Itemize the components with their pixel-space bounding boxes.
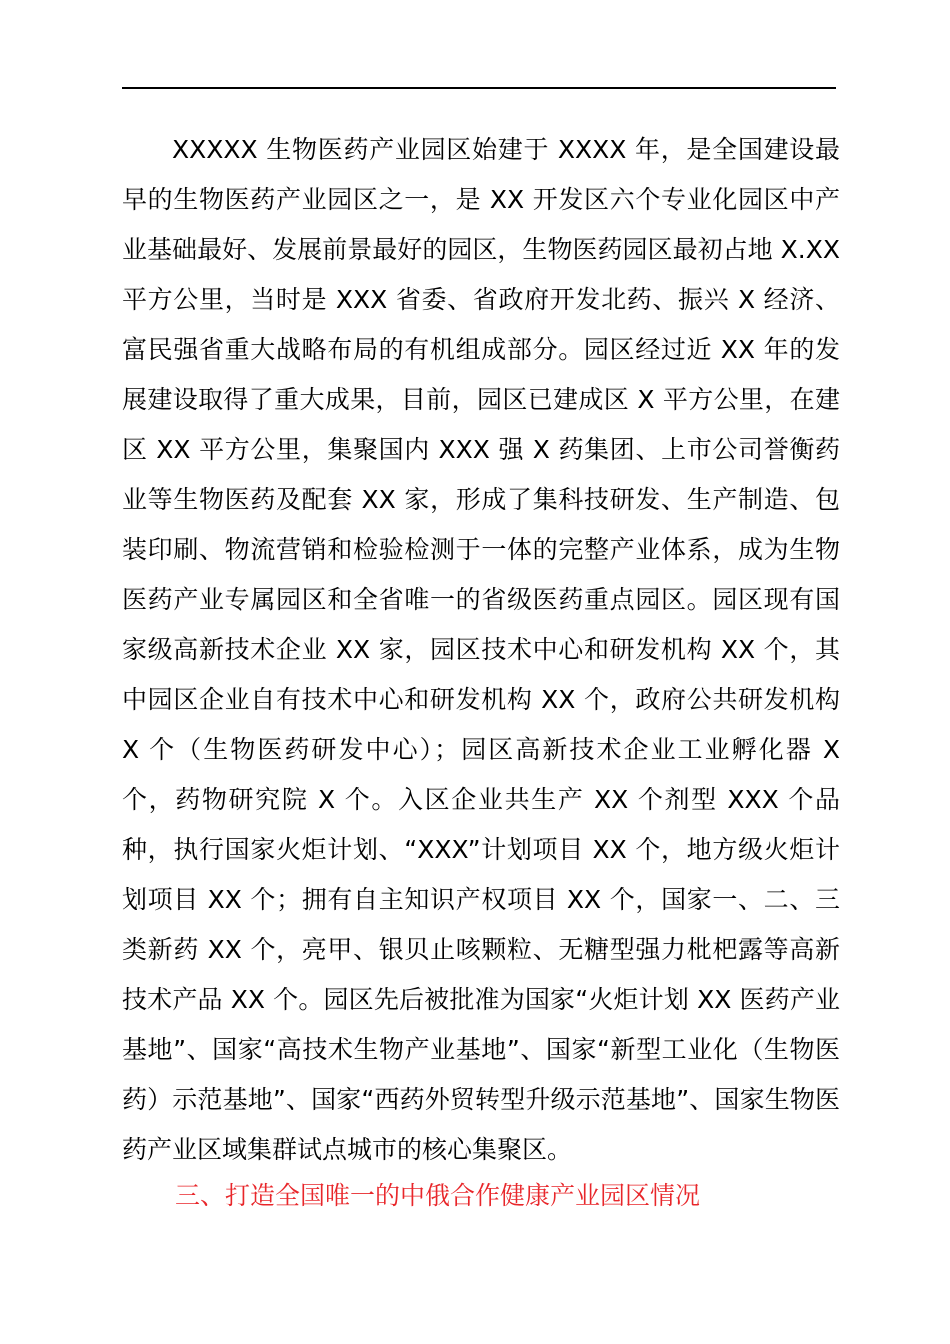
section-heading: 三、打造全国唯一的中俄合作健康产业园区情况: [175, 1181, 701, 1210]
header-rule: [122, 87, 836, 89]
body-paragraph: XXXXX 生物医药产业园区始建于 XXXX 年，是全国建设最早的生物医药产业园区之一，是 XX 开发区六个专业化园区中产业基础最好、发展前景最好的园区，生物医药园区最初占地 X.XX 平方公里，当时是 XXX 省委、省政府开发北药、振兴 X 经济、富民强省重大战略布局的有机组成部分。园区经过近 XX 年的发展建设取得了重大成果，目前，园区已建成区 X 平方公里，在建区 XX 平方公里，集聚国内 XXX 强 X 药集团、上市公司誉衡药业等生物医药及配套 XX 家，形成了集科技研发、生产制造、包装印刷、物流营销和检验检测于一体的完整产业体系，成为生物医药产业专属园区和全省唯一的省级医药重点园区。园区现有国家级高新技术企业 XX 家，园区技术中心和研发机构 XX 个，其中园区企业自有技术中心和研发机构 XX 个，政府公共研发机构 X 个（生物医药研发中心）；园区高新技术企业工业孵化器 X 个，药物研究院 X 个。入区企业共生产 XX 个剂型 XXX 个品种，执行国家火炬计划、“XXX”计划项目 XX 个，地方级火炬计划项目 XX 个；拥有自主知识产权项目 XX 个，国家一、二、三类新药 XX 个，亮甲、银贝止咳颗粒、无糖型强力枇杷露等高新技术产品 XX 个。园区先后被批准为国家“火炬计划 XX 医药产业基地”、国家“高技术生物产业基地”、国家“新型工业化（生物医药）示范基地”、国家“西药外贸转型升级示范基地”、国家生物医药产业区域集群试点城市的核心集聚区。: [122, 135, 840, 1164]
